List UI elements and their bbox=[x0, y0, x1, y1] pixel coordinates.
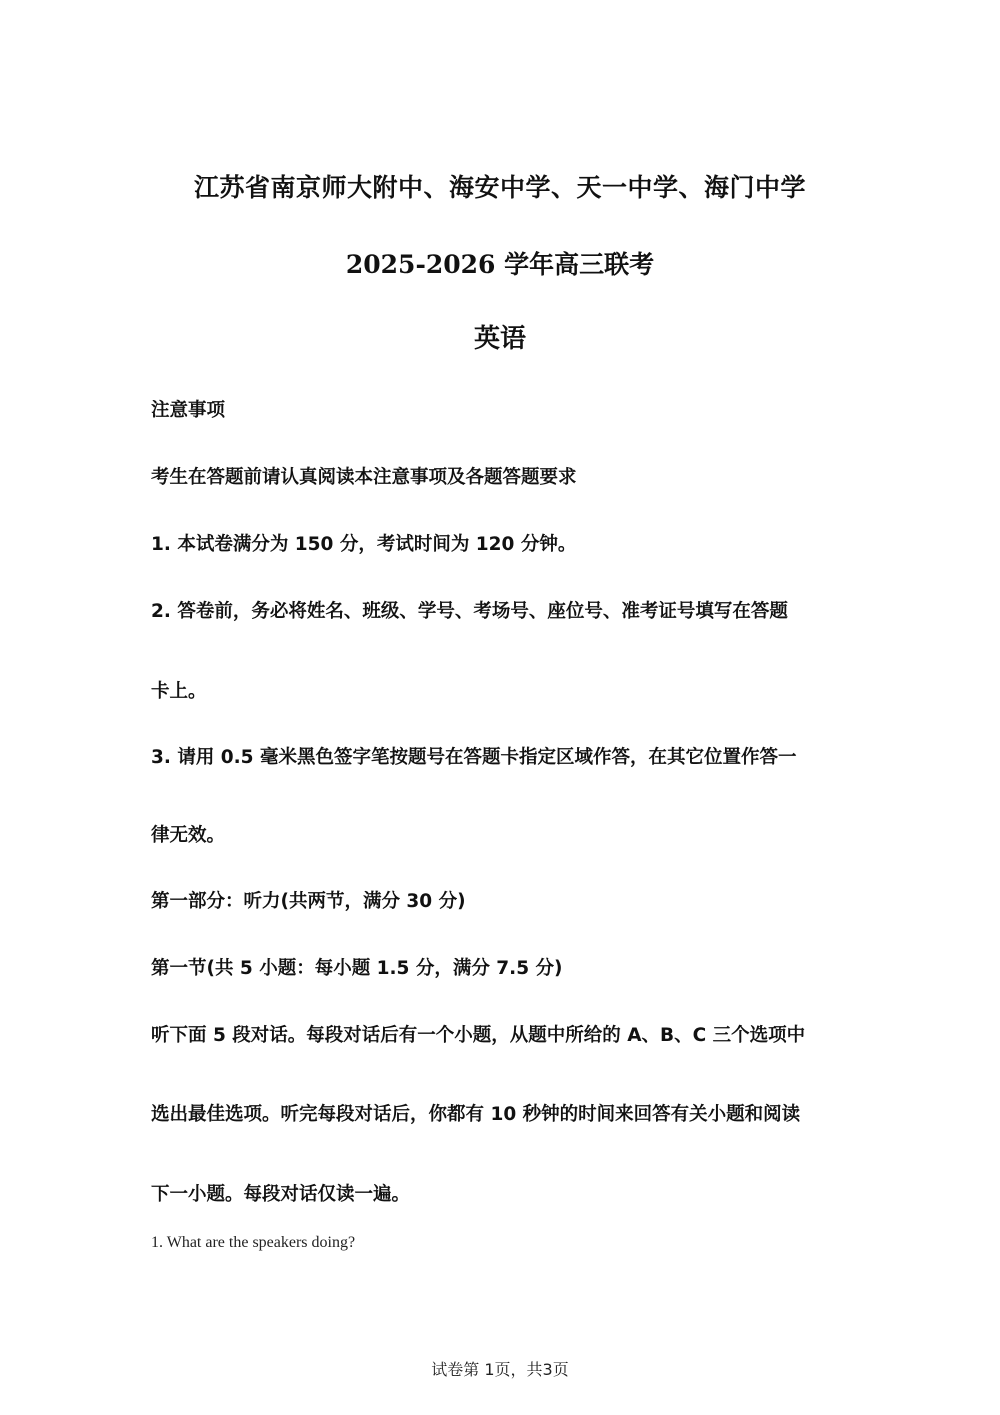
instructions-line-1: 听下面 5 段对话。每段对话后有一个小题，从题中所给的 A、B、C 三个选项中 bbox=[151, 1025, 806, 1046]
notice-item-1: 1. 本试卷满分为 150 分，考试时间为 120 分钟。 bbox=[151, 534, 577, 555]
notice-item-2-line-2: 卡上。 bbox=[151, 681, 207, 702]
subject-title: 英语 bbox=[473, 324, 526, 354]
instructions-line-2: 选出最佳选项。听完每段对话后，你都有 10 秒钟的时间来回答有关小题和阅读 bbox=[151, 1104, 801, 1125]
notice-item-3-line-1: 3. 请用 0.5 毫米黑色签字笔按题号在答题卡指定区域作答，在其它位置作答一 bbox=[151, 747, 797, 768]
part1-heading: 第一部分：听力(共两节，满分 30 分) bbox=[151, 891, 466, 912]
instructions-line-3: 下一小题。每段对话仅读一遍。 bbox=[151, 1184, 411, 1205]
question-1: 1. What are the speakers doing? bbox=[151, 1234, 356, 1251]
exam-year-title: 2025-2026 学年高三联考 bbox=[345, 250, 655, 279]
notice-intro: 考生在答题前请认真阅读本注意事项及各题答题要求 bbox=[151, 467, 577, 488]
page-footer: 试卷第 1页，共3页 bbox=[431, 1360, 569, 1379]
notice-item-2-line-1: 2. 答卷前，务必将姓名、班级、学号、考场号、座位号、准考证号填写在答题 bbox=[151, 601, 788, 622]
notice-item-3-line-2: 律无效。 bbox=[151, 825, 226, 846]
exam-title: 江苏省南京师大附中、海安中学、天一中学、海门中学 bbox=[193, 173, 806, 202]
section1-heading: 第一节(共 5 小题：每小题 1.5 分，满分 7.5 分) bbox=[151, 958, 563, 979]
notice-heading: 注意事项 bbox=[151, 400, 226, 421]
